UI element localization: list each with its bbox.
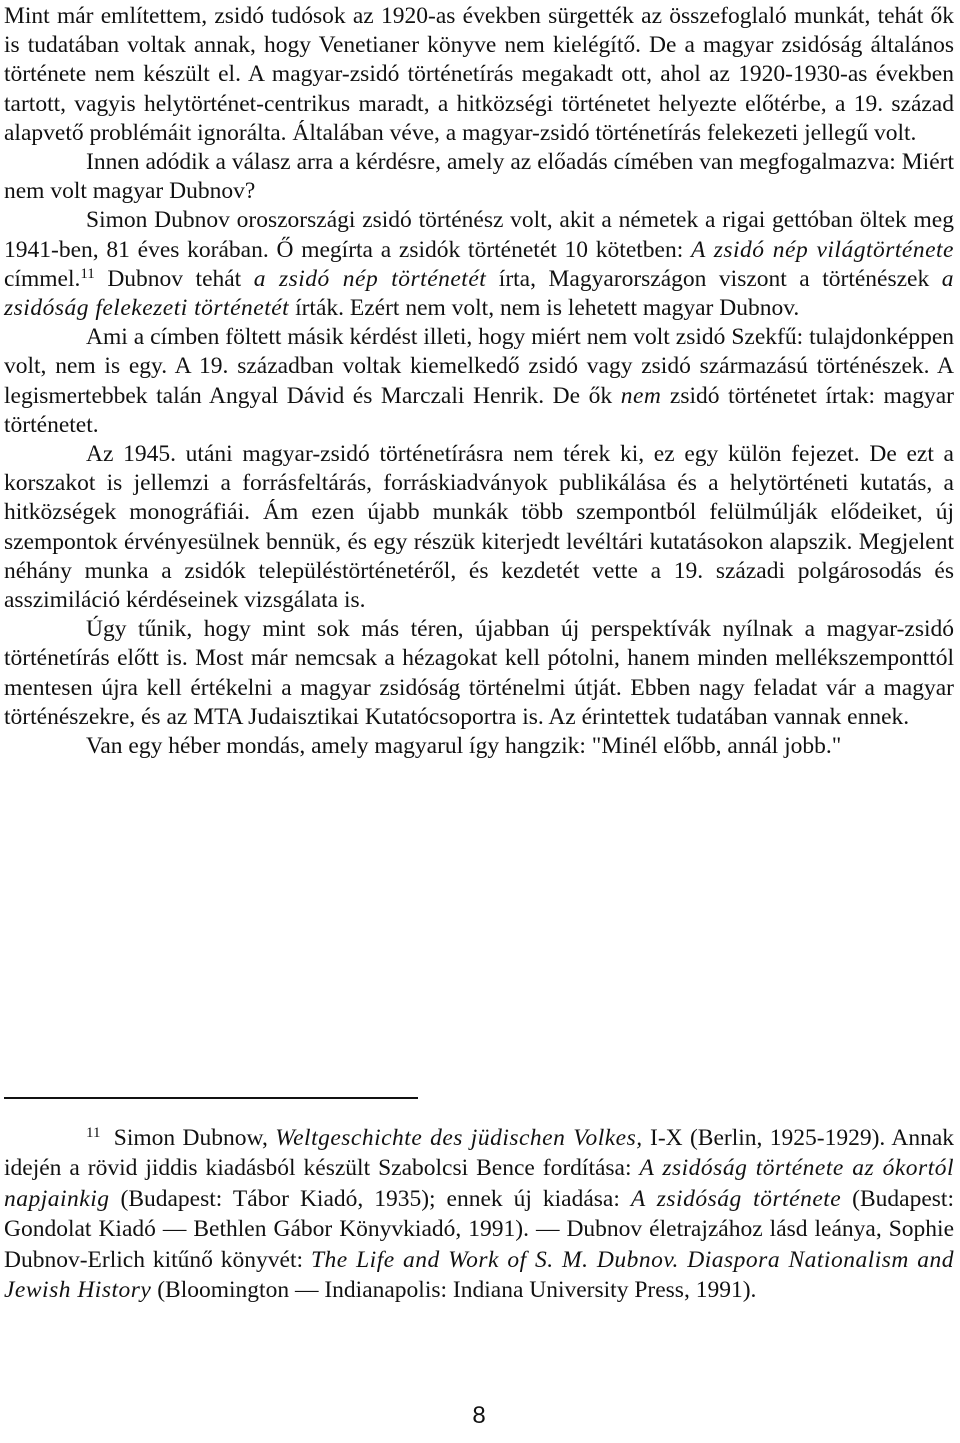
footnote-divider — [4, 1097, 418, 1099]
footnote-title-weltgeschichte: Weltgeschichte des jüdischen Volkes, — [275, 1125, 643, 1151]
paragraph-6 — [4, 615, 954, 732]
footnote-title-okortol: A zsidóság története az ókortól napjainkig — [4, 1155, 954, 1212]
paragraph-3 — [4, 206, 954, 323]
page-number: 8 — [472, 1402, 486, 1429]
footnote-reference[interactable]: 11 — [80, 265, 95, 282]
paragraph-5-text: Az 1945. utáni magyar-zsidó történetírásra nem térek ki, ez egy külön fejezet. De ezt a korszakot is jellemzi a forrásfeltárás, forráskiadványok publikálása és a helytörténeti kutatás, a hitközségek monográfiái. Ám ezen újabb munkák több szempontból felülmúlják elődeiket, új szempontok érvényesülnek bennük, és egy részük kiterjedt levéltári kutatásokon alapszik. Megjelent néhány munka a zsidók településtörténetéről, és kezdetét vette a 19. századi polgárosodás és asszimiláció kérdéseinek vizsgálata is. — [4, 441, 954, 614]
paragraph-3-text-h: írták. Ezért nem volt, nem is lehetett magyar Dubnov. — [289, 295, 800, 322]
footnote-text-a: Simon Dubnow, — [106, 1125, 276, 1151]
footnotes — [4, 1123, 954, 1305]
footnote-text-i: (Bloomington — Indianapolis: Indiana University Press, 1991). — [151, 1277, 757, 1304]
emphasis-nem: nem — [620, 382, 662, 409]
emphasis-people-history: a zsidó nép történetét — [253, 265, 487, 292]
paragraph-1-text: Mint már említettem, zsidó tudósok az 1920-as években sürgették az összefoglaló munkát, tehát ők is tudatában voltak annak, hogy Venetianer könyve nem kielégítő. De a magyar zsidóság általános története nem készült el. A magyar-zsidó történetírás megakadt ott, ahol az 1920-1930-as években tartott, vagyis helytörténet-centrikus maradt, a hitközségi történetet helyezte előtérbe, a 19. század alapvető problémáit ignorálta. Általában véve, a magyar-zsidó történetírás felekezeti jellegű volt. — [4, 3, 954, 146]
paragraph-7-text: Van egy héber mondás, amely magyarul így hangzik: "Minél előbb, annál jobb." — [86, 733, 842, 760]
paragraph-3-text-c: címmel. — [4, 265, 81, 292]
footnote-text-e: (Budapest: Tábor Kiadó, 1935); ennek új kiadása: — [109, 1185, 631, 1212]
paragraph-3-text-a: Simon Dubnov oroszországi zsidó történész volt, akit a németek a rigai gettóban öltek meg 1941-ben, 81 éves korában. Ő megírta a zsidók történetét 10 kötetben: — [4, 207, 954, 263]
emphasis-denominational-history: a zsidóság felekezeti történetét — [4, 265, 954, 322]
paragraph-6-text: Úgy tűnik, hogy mint sok más téren, újabban új perspektívák nyílnak a magyar-zsidó történetírás előtt is. Most már nemcsak a hézagokat kell pótolni, hanem minden mellékszemponttól mentesen újra kell értékelni a magyar zsidóság történelmi útját. Ebben nagy feladat vár a magyar történészekre, és az MTA Judaisztikai Kutatócsoportra is. Az érintettek tudatában vannak ennek. — [4, 616, 954, 730]
paragraph-2-text: Innen adódik a válasz arra a kérdésre, amely az előadás címében van megfogalmazva: Miért nem volt magyar Dubnov? — [4, 149, 954, 205]
paragraph-7 — [4, 732, 954, 761]
paragraph-5 — [4, 440, 954, 615]
footnote-number: 11 — [86, 1124, 101, 1141]
dubnov-work-title: A zsidó nép világtörténete — [691, 236, 954, 263]
paragraph-4-text-c: zsidó történetet írtak: magyar történetet. — [4, 382, 954, 438]
document-page — [4, 0, 954, 1443]
footnote-title-life-and-work: The Life and Work of S. M. Dubnov. Diaspora Nationalism and Jewish History — [4, 1246, 955, 1304]
paragraph-4 — [4, 323, 954, 440]
footnote-11 — [4, 1123, 954, 1305]
paragraph-2 — [4, 148, 954, 206]
paragraph-3-text-f: írta, Magyarországon viszont a történészek — [486, 265, 942, 292]
paragraph-4-text-a: Ami a címben föltett másik kérdést illeti, hogy miért nem volt zsidó Szekfű: tulajdonképpen volt, nem is egy. A 19. században voltak kiemelkedő zsidó vagy zsidó származású történészek. A legismertebbek talán Angyal Dávid és Marczali Henrik. De ők — [4, 324, 954, 409]
paragraph-3-text-d: Dubnov tehát — [94, 265, 254, 292]
footnote-text-g: (Budapest: Gondolat Kiadó — Bethlen Gábor Könyvkiadó, 1991). — Dubnov életrajzához lásd leánya, Sophie Dubnov-Erlich kitűnő könyvét: — [4, 1185, 954, 1273]
footnote-title-zsidosag-tortenete: A zsidóság története — [630, 1185, 842, 1212]
footnote-text-c: I-X (Berlin, 1925-1929). Annak idején a rövid jiddis kiadásból készült Szabolcsi Bence fordítása: — [4, 1125, 954, 1182]
paragraph-1 — [4, 2, 954, 148]
main-text — [4, 2, 954, 761]
